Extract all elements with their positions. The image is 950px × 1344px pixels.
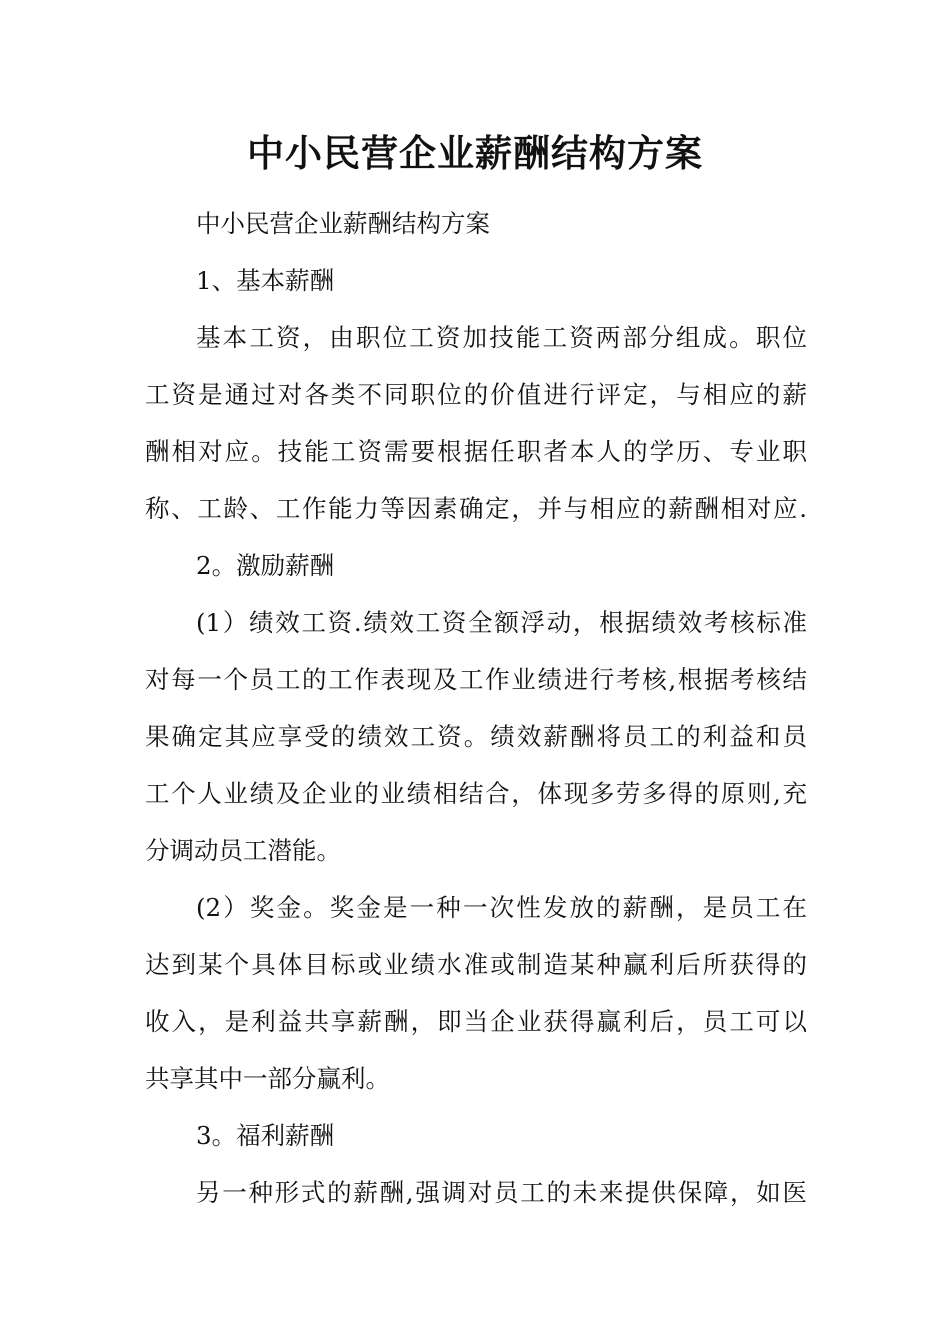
section-heading-incentive-pay: 2。激励薪酬 xyxy=(196,551,335,580)
paragraph-line: 达到某个具体目标或业绩水准或制造某种赢利后所获得的 xyxy=(145,950,807,979)
paragraph-line: 另一种形式的薪酬,强调对员工的未来提供保障，如医 xyxy=(196,1178,807,1207)
paragraph-line: 果确定其应享受的绩效工资。绩效薪酬将员工的利益和员 xyxy=(145,722,807,751)
paragraph-line: 称、工龄、工作能力等因素确定，并与相应的薪酬相对应. xyxy=(145,494,807,523)
paragraph-line: 工个人业绩及企业的业绩相结合，体现多劳多得的原则,充 xyxy=(145,779,807,808)
section-heading-basic-pay: 1、基本薪酬 xyxy=(196,266,335,295)
subtitle-line: 中小民营企业薪酬结构方案 xyxy=(196,209,490,238)
paragraph-line: 共享其中一部分赢利。 xyxy=(145,1064,390,1093)
paragraph-line: 基本工资，由职位工资加技能工资两部分组成。职位 xyxy=(196,323,807,352)
paragraph-line: (1）绩效工资.绩效工资全额浮动，根据绩效考核标准 xyxy=(196,608,807,637)
section-heading-welfare-pay: 3。福利薪酬 xyxy=(196,1121,335,1150)
paragraph-line: 对每一个员工的工作表现及工作业绩进行考核,根据考核结 xyxy=(145,665,807,694)
paragraph-line: (2）奖金。奖金是一种一次性发放的薪酬，是员工在 xyxy=(196,893,807,922)
paragraph-line: 酬相对应。技能工资需要根据任职者本人的学历、专业职 xyxy=(145,437,807,466)
paragraph-line: 分调动员工潜能。 xyxy=(145,836,341,865)
document-title: 中小民营企业薪酬结构方案 xyxy=(247,132,703,175)
paragraph-line: 工资是通过对各类不同职位的价值进行评定，与相应的薪 xyxy=(145,380,807,409)
paragraph-line: 收入，是利益共享薪酬，即当企业获得赢利后，员工可以 xyxy=(145,1007,807,1036)
